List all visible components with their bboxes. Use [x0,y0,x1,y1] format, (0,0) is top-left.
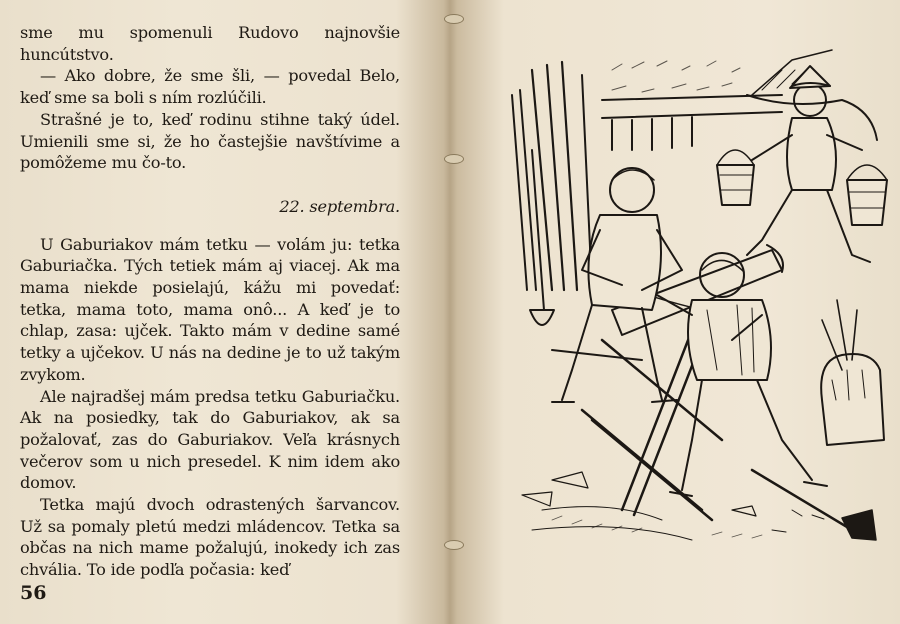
boys-sawing-wood-illustration [492,40,892,550]
paragraph-1: sme mu spomenuli Rudovo najnovšie huncútstvo. [20,23,400,64]
paragraph-5: Ale najradšej mám predsa tetku Gaburiačku. Ak na posiedky, tak do Gaburiakov, ak sa požalovať, zas do Gaburiakov. Veľa krásnych večerov som u nich presedel. K nim idem ako domov. [20,386,400,493]
page-number: 56 [20,582,47,604]
binding-stitch [444,154,464,164]
book-gutter [432,0,466,624]
paragraph-4: U Gaburiakov mám tetku — volám ju: tetka Gaburiačka. Tých tetiek mám aj viacej. Ak ma mama niekde posielajú, kážu mi povedať: tetka, mama toto, mama onô... A keď je to chlap, zasa: ujček. Takto mám v dedine samé tetky a ujčekov. U nás na dedine je to už takým zvykom. [20,234,400,384]
paragraph-6: Tetka majú dvoch odrastených šarvancov. Už sa pomaly pletú medzi mládencov. Tetka sa občas na nich mame požalujú, inokedy ich zas chvália. To ide podľa počasia: keď [20,495,400,580]
paragraph-2: — Ako dobre, že sme šli, — povedal Belo, keď sme sa boli s ním rozlúčili. [20,66,400,108]
binding-stitch [444,540,464,550]
left-page [0,0,440,624]
right-page [462,0,900,624]
diary-date: 22. septembra. [279,196,400,216]
paragraph-3: Strašné je to, keď rodinu stihne taký údel. Umienili sme si, že ho častejšie navštívime a pomôžeme mu čo-to. [20,109,400,173]
text-column [20,22,400,581]
binding-stitch [444,14,464,24]
